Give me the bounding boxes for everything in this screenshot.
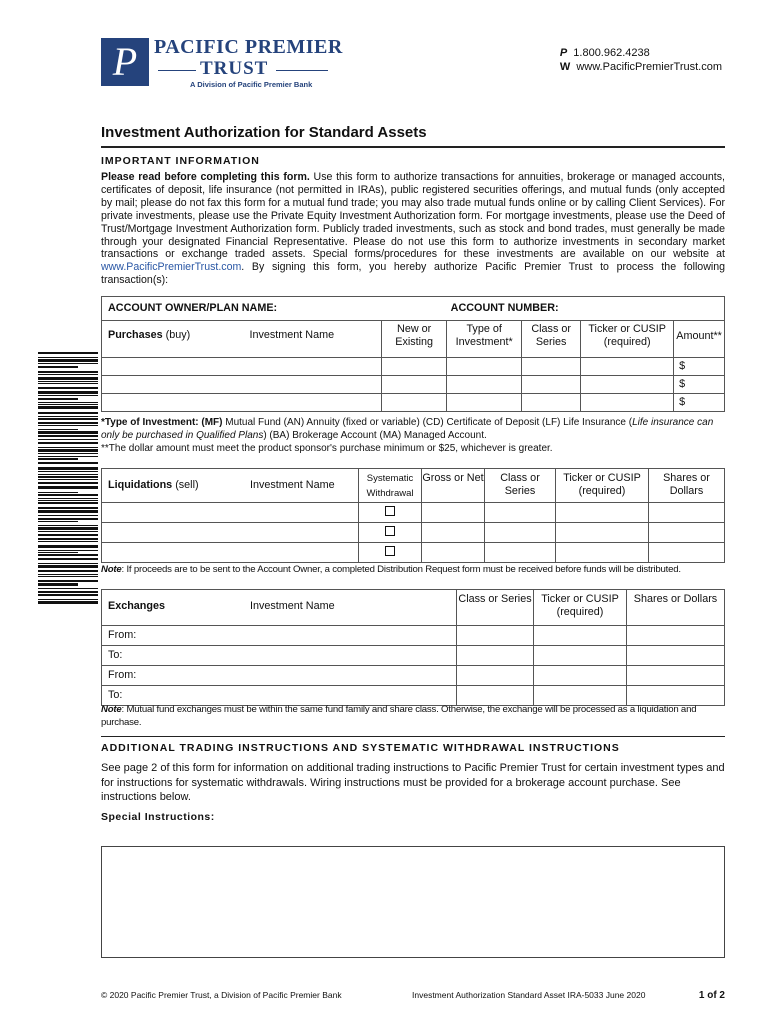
- dollar-sign: $: [679, 360, 686, 372]
- liq-shares-cell[interactable]: [649, 543, 725, 563]
- col-class-series: Class or Series: [522, 321, 581, 358]
- ex-shares-cell[interactable]: [627, 666, 725, 686]
- dollar-sign: $: [679, 378, 686, 390]
- account-number-label: ACCOUNT NUMBER:: [450, 302, 559, 314]
- purchase-type-cell[interactable]: [447, 376, 522, 394]
- ex-class-cell[interactable]: [457, 686, 534, 706]
- barcode-bar: [38, 359, 98, 362]
- from-label: From:: [108, 669, 137, 681]
- exchange-from-row[interactable]: [102, 626, 725, 646]
- barcode-bar: [38, 521, 78, 522]
- barcode-bar: [38, 554, 98, 556]
- barcode-bar: [38, 357, 98, 358]
- col-liq-shares-dollars: Shares or Dollars: [649, 469, 725, 503]
- footer-form-id: Investment Authorization Standard Asset IRA-5033 June 2020: [412, 990, 646, 1000]
- barcode-bar: [38, 486, 98, 489]
- ex-note-lead: Note: [101, 704, 122, 715]
- exchange-to-row[interactable]: [102, 646, 725, 666]
- liquidation-row[interactable]: [102, 543, 725, 563]
- barcode-bar: [38, 502, 98, 504]
- type-note-text2: ) (BA) Brokerage Account (MA) Managed Account.: [263, 430, 487, 441]
- barcode-bar: [38, 391, 98, 394]
- ex-class-cell[interactable]: [457, 626, 534, 646]
- additional-body: See page 2 of this form for information on additional trading instructions to Pacific Premier Trust for certain investment types and for instructions for systematic withdrawals. Wiring instructions must be provided for a brokerage account purchase. See instructions below.: [101, 762, 725, 803]
- ex-note-text: : Mutual fund exchanges must be within the same fund family and share class. Otherwise, the exchange will be processed as a liquidation and purchase.: [101, 704, 697, 728]
- barcode-bar: [38, 538, 98, 540]
- liq-note-text: : If proceeds are to be sent to the Account Owner, a completed Distribution Request form must be received before funds will be distributed.: [121, 564, 681, 575]
- barcode-bar: [38, 352, 98, 354]
- barcode-bar: [38, 565, 98, 568]
- barcode-bar: [38, 541, 98, 542]
- title-rule: [101, 146, 725, 148]
- purchases-col-investment: Investment Name: [249, 329, 335, 341]
- ex-ticker-cell[interactable]: [534, 626, 627, 646]
- barcode: [38, 352, 98, 604]
- liq-class-cell[interactable]: [485, 543, 556, 563]
- barcode-bar: [38, 527, 98, 530]
- liq-gross-cell[interactable]: [422, 503, 485, 523]
- barcode-bar: [38, 416, 98, 417]
- exchanges-label: Exchanges: [108, 600, 166, 612]
- barcode-bar: [38, 552, 78, 553]
- ex-shares-cell[interactable]: [627, 646, 725, 666]
- ex-ticker-cell[interactable]: [534, 666, 627, 686]
- barcode-bar: [38, 570, 98, 572]
- barcode-bar: [38, 507, 98, 509]
- exchange-from-cell[interactable]: [102, 666, 457, 686]
- barcode-bar: [38, 429, 78, 430]
- barcode-bar: [38, 574, 98, 575]
- liq-gross-cell[interactable]: [422, 523, 485, 543]
- barcode-bar: [38, 377, 98, 380]
- barcode-bar: [38, 518, 98, 520]
- liquidations-label: Liquidations: [108, 479, 173, 491]
- purchase-class-cell[interactable]: [522, 394, 581, 412]
- barcode-bar: [38, 482, 98, 484]
- purchase-row[interactable]: [102, 394, 725, 412]
- purchase-ticker-cell[interactable]: [581, 376, 674, 394]
- ex-shares-cell[interactable]: [627, 626, 725, 646]
- purchase-name-cell[interactable]: [102, 376, 382, 394]
- purchase-row[interactable]: [102, 358, 725, 376]
- barcode-bar: [38, 494, 98, 496]
- barcode-bar: [38, 374, 98, 375]
- col-new-existing: New or Existing: [382, 321, 447, 358]
- contact-block: [560, 46, 722, 74]
- ex-class-cell[interactable]: [457, 646, 534, 666]
- barcode-bar: [38, 418, 98, 420]
- important-tail: . By signing this form, you hereby authorize Pacific Premier Trust to process the following transaction(s):: [101, 261, 725, 287]
- barcode-bar: [38, 439, 98, 440]
- barcode-bar: [38, 449, 98, 452]
- important-body: Use this form to authorize transactions for annuities, brokerage or managed accounts, certificates of deposit, life insurance (not permitted in IRAs), public registered securities offerings, and mutual funds (only accepted by mail; please do not fax this form for a mutual fund trade; you may also trade mutual funds online or by calling Client Services). For private investments, please use the Private Equity Investment Authorization form. For mortgage investments, please use the Deed of Trust/Mortgage Investment Authorization form. Publicly traded investments, such as stock and bond trades, must generally be made through your designated Financial Representative. Please do not use this form to authorize investments in secondary market transactions or exchange traded assets. Special forms/procedures for these investments are available on our website at: [101, 171, 725, 261]
- barcode-bar: [38, 381, 98, 382]
- purchase-ticker-cell[interactable]: [581, 394, 674, 412]
- liq-systematic-cell: [359, 543, 422, 563]
- barcode-bar: [38, 576, 98, 577]
- ex-ticker-cell[interactable]: [534, 646, 627, 666]
- col-systematic-withdrawal: Systematic Withdrawal: [359, 469, 422, 503]
- barcode-bar: [38, 474, 98, 475]
- exchanges-col-investment: Investment Name: [250, 600, 335, 612]
- liq-name-cell[interactable]: [102, 503, 359, 523]
- barcode-bar: [38, 594, 98, 596]
- website: www.PacificPremierTrust.com: [576, 61, 722, 73]
- special-instructions-box[interactable]: [101, 846, 725, 958]
- barcode-bar: [38, 371, 98, 373]
- ex-ticker-cell[interactable]: [534, 686, 627, 706]
- purchase-ticker-cell[interactable]: [581, 358, 674, 376]
- liq-name-cell[interactable]: [102, 523, 359, 543]
- exchange-to-cell[interactable]: [102, 686, 457, 706]
- barcode-bar: [38, 363, 98, 364]
- exchange-to-cell[interactable]: [102, 646, 457, 666]
- barcode-bar: [38, 395, 98, 396]
- purchase-name-cell[interactable]: [102, 358, 382, 376]
- barcode-bar: [38, 550, 98, 551]
- barcode-bar: [38, 492, 78, 493]
- purchases-suffix: (buy): [165, 329, 191, 341]
- barcode-bar: [38, 500, 98, 501]
- col-amount: Amount**: [674, 321, 725, 358]
- website-link[interactable]: www.PacificPremierTrust.com: [101, 261, 242, 274]
- col-ex-class-series: Class or Series: [457, 590, 534, 626]
- exchanges-header: [102, 590, 457, 626]
- liq-class-cell[interactable]: [485, 523, 556, 543]
- systematic-checkbox[interactable]: [385, 506, 395, 516]
- col-gross-net: Gross or Net: [422, 469, 485, 503]
- barcode-bar: [38, 531, 98, 532]
- purchase-new-cell[interactable]: [382, 394, 447, 412]
- page-title: Investment Authorization for Standard Assets: [101, 124, 427, 141]
- logo-letter: P: [112, 39, 138, 84]
- exchange-from-row[interactable]: [102, 666, 725, 686]
- col-ex-ticker-cusip: Ticker or CUSIP (required): [534, 590, 627, 626]
- footer-copyright: © 2020 Pacific Premier Trust, a Division of Pacific Premier Bank: [101, 990, 342, 1000]
- purchase-amount-cell[interactable]: [674, 376, 725, 394]
- amount-note: **The dollar amount must meet the product sponsor's purchase minimum or $25, whichever is greater.: [101, 443, 553, 454]
- additional-header: ADDITIONAL TRADING INSTRUCTIONS AND SYSTEMATIC WITHDRAWAL INSTRUCTIONS: [101, 742, 620, 754]
- purchases-label: Purchases: [108, 329, 163, 341]
- barcode-bar: [38, 471, 98, 472]
- col-ex-shares-dollars: Shares or Dollars: [627, 590, 725, 626]
- barcode-bar: [38, 456, 98, 457]
- footer-page: 1 of 2: [698, 990, 725, 1001]
- liq-class-cell[interactable]: [485, 503, 556, 523]
- barcode-bar: [38, 580, 98, 582]
- barcode-bar: [38, 534, 98, 536]
- liquidation-row[interactable]: [102, 523, 725, 543]
- type-of-investment-note: [101, 416, 725, 442]
- additional-rule: [101, 736, 725, 737]
- liquidations-header: [102, 469, 359, 503]
- liq-ticker-cell[interactable]: [556, 543, 649, 563]
- col-ticker-cusip: Ticker or CUSIP (required): [581, 321, 674, 358]
- purchase-class-cell[interactable]: [522, 376, 581, 394]
- liq-systematic-cell: [359, 503, 422, 523]
- barcode-bar: [38, 431, 98, 434]
- barcode-bar: [38, 404, 98, 405]
- type-note-text: Mutual Fund (AN) Annuity (fixed or variable) (CD) Certificate of Deposit (LF) Life Insurance (: [225, 417, 633, 428]
- barcode-bar: [38, 383, 98, 384]
- barcode-bar: [38, 412, 98, 414]
- barcode-bar: [38, 583, 78, 586]
- purchase-new-cell[interactable]: [382, 376, 447, 394]
- barcode-bar: [38, 366, 78, 368]
- liquidations-suffix: (sell): [175, 479, 199, 491]
- barcode-bar: [38, 398, 78, 400]
- barcode-bar: [38, 558, 98, 560]
- special-instructions-label: Special Instructions:: [101, 811, 215, 823]
- liq-name-cell[interactable]: [102, 543, 359, 563]
- purchase-amount-cell[interactable]: [674, 358, 725, 376]
- ex-class-cell[interactable]: [457, 666, 534, 686]
- liq-systematic-cell: [359, 523, 422, 543]
- brand-name-line2: TRUST: [200, 58, 269, 79]
- col-liq-ticker-cusip: Ticker or CUSIP (required): [556, 469, 649, 503]
- important-paragraph: [101, 171, 725, 287]
- systematic-checkbox[interactable]: [385, 526, 395, 536]
- barcode-bar: [38, 458, 78, 460]
- exchange-to-row[interactable]: [102, 686, 725, 706]
- liq-shares-cell[interactable]: [649, 523, 725, 543]
- type-note-italic: Life insurance can only be purchased in Qualified Plans: [101, 417, 714, 441]
- purchases-header: [102, 321, 382, 358]
- account-owner-label: ACCOUNT OWNER/PLAN NAME:: [108, 302, 278, 314]
- to-label: To:: [108, 689, 123, 701]
- purchase-new-cell[interactable]: [382, 358, 447, 376]
- liquidations-col-investment: Investment Name: [250, 479, 335, 491]
- liquidations-table: [101, 468, 725, 563]
- brand-name-line1: PACIFIC PREMIER: [154, 36, 343, 58]
- barcode-bar: [38, 387, 98, 389]
- barcode-bar: [38, 435, 98, 437]
- phone-number: 1.800.962.4238: [573, 47, 650, 59]
- barcode-bar: [38, 510, 98, 513]
- col-type-of-investment: Type of Investment*: [447, 321, 522, 358]
- from-label: From:: [108, 629, 137, 641]
- barcode-bar: [38, 591, 98, 593]
- barcode-bar: [38, 601, 98, 604]
- brand-division: A Division of Pacific Premier Bank: [190, 80, 313, 89]
- liq-note-lead: Note: [101, 564, 122, 575]
- barcode-bar: [38, 406, 98, 409]
- exchange-from-cell[interactable]: [102, 626, 457, 646]
- important-header: IMPORTANT INFORMATION: [101, 155, 260, 167]
- liq-shares-cell[interactable]: [649, 503, 725, 523]
- barcode-bar: [38, 479, 98, 480]
- liq-ticker-cell[interactable]: [556, 503, 649, 523]
- barcode-bar: [38, 422, 98, 424]
- exchange-note: [101, 704, 725, 729]
- liq-gross-cell[interactable]: [422, 543, 485, 563]
- phone-label: P: [559, 47, 568, 59]
- brand-rule-left: [158, 70, 196, 71]
- barcode-bar: [38, 462, 98, 464]
- barcode-bar: [38, 467, 98, 470]
- barcode-bar: [38, 402, 98, 403]
- purchases-table: [101, 296, 725, 412]
- type-note-lead: *Type of Investment: (MF): [101, 417, 223, 428]
- to-label: To:: [108, 649, 123, 661]
- liq-ticker-cell[interactable]: [556, 523, 649, 543]
- web-label: W: [559, 61, 571, 73]
- barcode-bar: [38, 599, 98, 600]
- barcode-bar: [38, 442, 98, 444]
- barcode-bar: [38, 515, 98, 516]
- purchase-amount-cell[interactable]: [674, 394, 725, 412]
- barcode-bar: [38, 476, 98, 478]
- barcode-bar: [38, 425, 98, 426]
- important-lead: Please read before completing this form.: [101, 171, 310, 183]
- barcode-bar: [38, 498, 98, 499]
- brand-rule-right: [276, 70, 328, 71]
- liquidation-note: [101, 564, 725, 575]
- purchase-name-cell[interactable]: [102, 394, 382, 412]
- barcode-bar: [38, 563, 98, 564]
- barcode-bar: [38, 447, 98, 448]
- purchase-class-cell[interactable]: [522, 358, 581, 376]
- barcode-bar: [38, 525, 98, 526]
- purchase-type-cell[interactable]: [447, 358, 522, 376]
- purchase-row[interactable]: [102, 376, 725, 394]
- barcode-bar: [38, 453, 98, 454]
- exchanges-table: [101, 589, 725, 706]
- systematic-checkbox[interactable]: [385, 546, 395, 556]
- liquidation-row[interactable]: [102, 503, 725, 523]
- ex-shares-cell[interactable]: [627, 686, 725, 706]
- barcode-bar: [38, 588, 98, 589]
- dollar-sign: $: [679, 396, 686, 408]
- col-liq-class-series: Class or Series: [485, 469, 556, 503]
- barcode-bar: [38, 545, 98, 548]
- purchase-type-cell[interactable]: [447, 394, 522, 412]
